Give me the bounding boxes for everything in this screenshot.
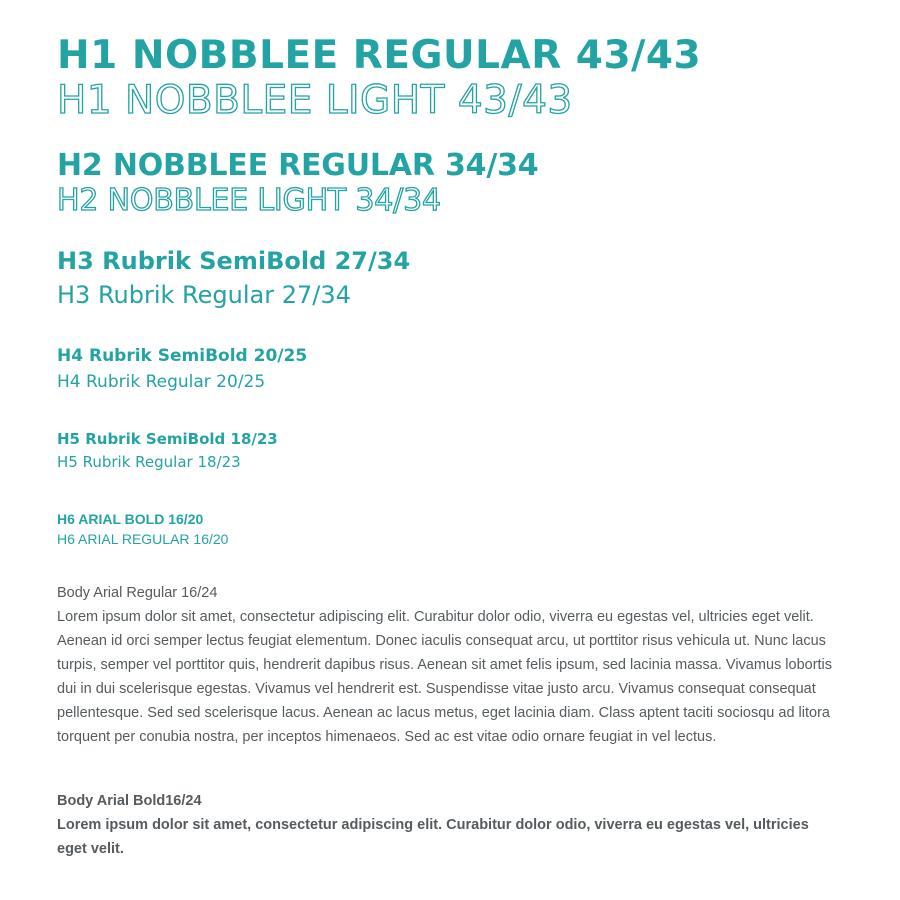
- body-regular-title: Body Arial Regular 16/24: [57, 585, 218, 601]
- h6-bold-sample: H6 ARIAL BOLD 16/20: [57, 511, 204, 527]
- h2-light-sample: H2 NOBBLEE LIGHT 34/34: [57, 183, 441, 218]
- body-regular-paragraph: Lorem ipsum dolor sit amet, consectetur adipiscing elit. Curabitur dolor odio, viverra eu egestas vel, ultricies eget velit. Aenean id orci semper lectus feugiat elementum. Donec iaculis consequat arcu, ut porttitor risus vehicula ut. Nunc lacus turpis, semper vel porttitor quis, hendrerit dapibus risus. Aenean sit amet felis ipsum, sed lacinia massa. Vivamus lobortis dui in dui scelerisque egestas. Vivamus vel hendrerit est. Suspendisse vitae justo arcu. Vivamus consequat consequat pellentesque. Sed sed scelerisque lacus. Aenean ac lacus metus, eget lacinia diam. Class aptent taciti sociosqu ad litora torquent per conubia nostra, per inceptos himenaeos. Sed ac est vitae odio ornare feugiat in vel lectus.: [57, 609, 833, 745]
- body-bold-title: Body Arial Bold16/24: [57, 793, 202, 809]
- h3-semibold-sample: H3 Rubrik SemiBold 27/34: [57, 247, 411, 275]
- h3-regular-sample: H3 Rubrik Regular 27/34: [57, 281, 351, 309]
- h5-regular-sample: H5 Rubrik Regular 18/23: [57, 453, 241, 471]
- h5-semibold-sample: H5 Rubrik SemiBold 18/23: [57, 430, 278, 448]
- body-bold-paragraph: Lorem ipsum dolor sit amet, consectetur adipiscing elit. Curabitur dolor odio, viverra eu egestas vel, ultricies eget velit.: [57, 817, 809, 857]
- h4-semibold-sample: H4 Rubrik SemiBold 20/25: [57, 346, 308, 366]
- h4-regular-sample: H4 Rubrik Regular 20/25: [57, 372, 266, 392]
- h6-regular-sample: H6 ARIAL REGULAR 16/20: [57, 531, 229, 547]
- h2-regular-sample: H2 NOBBLEE REGULAR 34/34: [57, 148, 539, 183]
- h1-light-sample: H1 NOBBLEE LIGHT 43/43: [57, 78, 573, 123]
- h1-regular-sample: H1 NOBBLEE REGULAR 43/43: [57, 33, 702, 78]
